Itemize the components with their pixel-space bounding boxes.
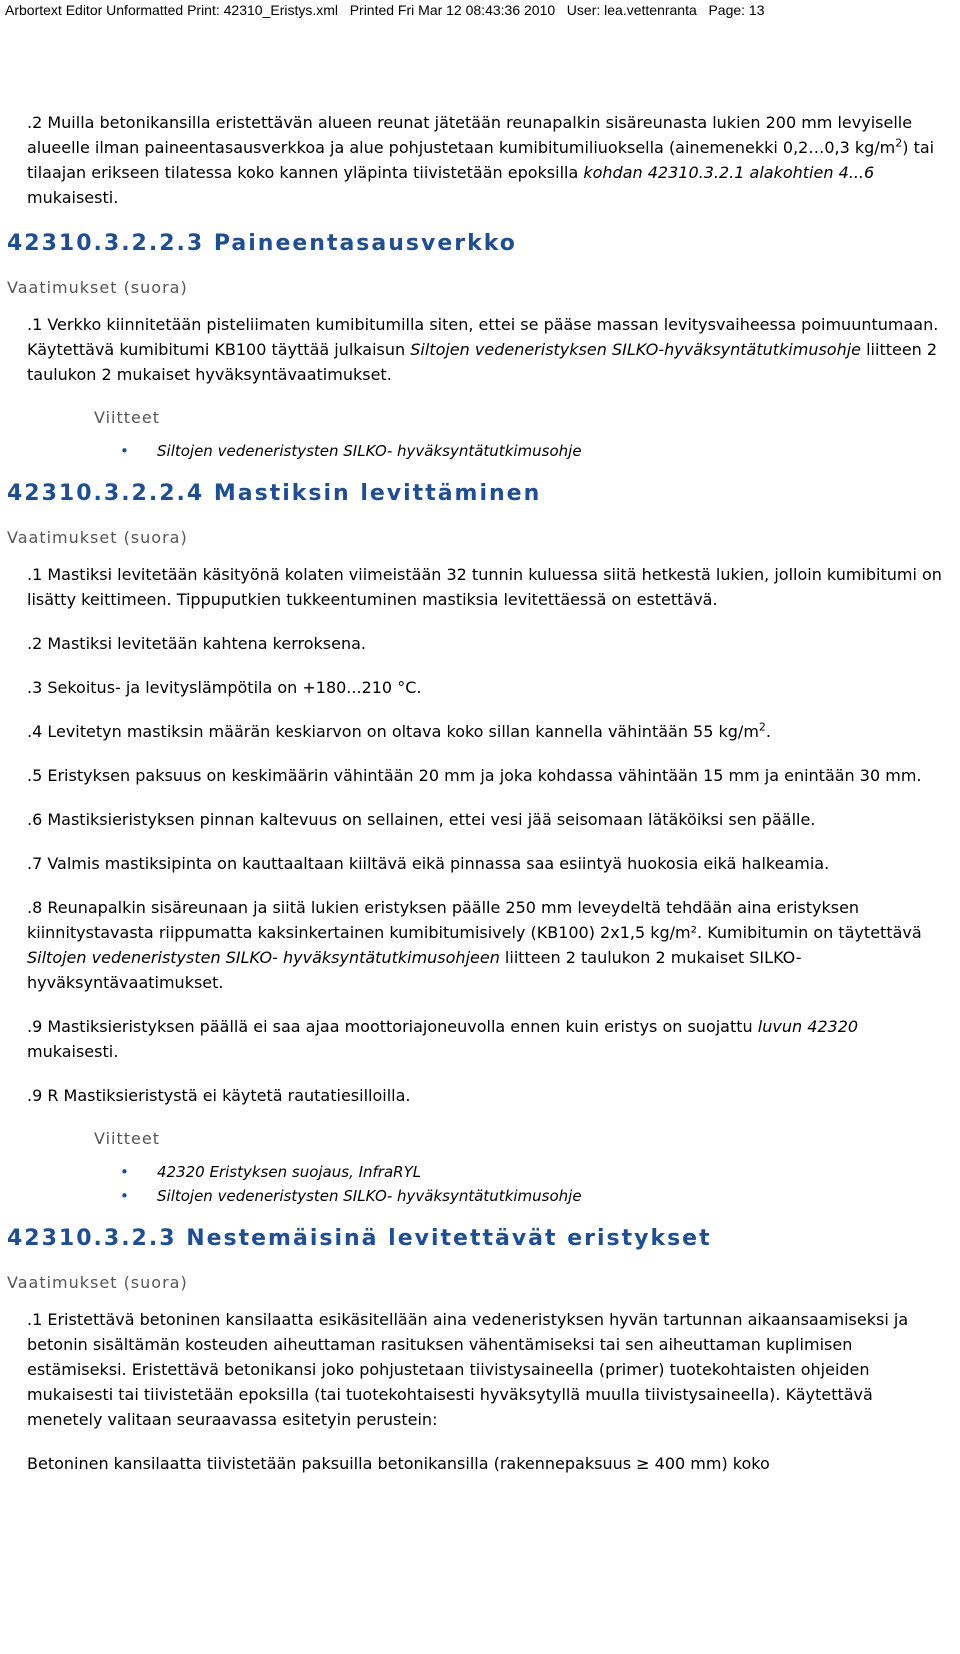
section-heading-mastiksin-levittaminen: 42310.3.2.2.4 Mastiksin levittäminen bbox=[7, 481, 542, 506]
references-list bbox=[157, 439, 952, 463]
print-header: Arbortext Editor Unformatted Print: 42310_Eristys.xml Printed Fri Mar 12 08:43:36 2010 User: lea.vettenranta Page: 13 bbox=[5, 2, 765, 18]
requirements-label: Vaatimukset (suora) bbox=[7, 1273, 188, 1292]
paragraph: .4 Levitetyn mastiksin määrän keskiarvon on oltava koko sillan kannella vähintään 55 $kg/m^2$. bbox=[27, 720, 771, 741]
paragraph: Betoninen kansilaatta tiivistetään paksuilla betonikansilla (rakennepaksuus ≥ 400 mm) koko bbox=[27, 1454, 770, 1473]
references-list bbox=[157, 1160, 952, 1208]
intro-paragraph-2: .2 Muilla betonikansilla eristettävän alueen reunat jätetään reunapalkin sisäreunasta lukien 200 mm levyiselle alueelle ilman paineentasausverkkoa ja alue pohjustetaan kumibitumiliuoksella (ainemenekki 0,2…0,3 $kg/m^2$) tai tilaajan erikseen tilatessa koko kannen yläpinta tiivistetään epoksilla kohdan 42310.3.2.1 alakohtien 4...6 mukaisesti. bbox=[27, 113, 935, 207]
paragraph: .7 Valmis mastiksipinta on kauttaaltaan kiiltävä eikä pinnassa saa esiintyä huokosia eikä halkeamia. bbox=[27, 854, 830, 873]
section-heading-nestemaisina-eristykset: 42310.3.2.3 Nestemäisinä levitettävät eristykset bbox=[7, 1226, 712, 1251]
paragraph: .3 Sekoitus- ja levityslämpötila on +180...210 °C. bbox=[27, 678, 422, 697]
reference-item[interactable]: • 42320 Eristyksen suojaus, InfraRYL bbox=[157, 1160, 952, 1184]
references-title: Viitteet bbox=[94, 408, 160, 427]
requirements-label: Vaatimukset (suora) bbox=[7, 528, 188, 547]
paragraph: .2 Mastiksi levitetään kahtena kerroksena. bbox=[27, 634, 366, 653]
references-title: Viitteet bbox=[94, 1129, 160, 1148]
paragraph: .9 R Mastiksieristystä ei käytetä rautatiesilloilla. bbox=[27, 1086, 411, 1105]
reference-item[interactable]: • Siltojen vedeneristysten SILKO- hyväksyntätutkimusohje bbox=[157, 1184, 952, 1208]
paragraph: .1 Verkko kiinnitetään pisteliimaten kumibitumilla siten, ettei se pääse massan levitysvaiheessa poimuuntumaan. Käytettävä kumibitumi KB100 täyttää julkaisun Siltojen vedeneristyksen SILKO-hyväksyntätutkimusohje liitteen 2 taulukon 2 mukaiset hyväksyntävaatimukset. bbox=[27, 315, 939, 384]
requirements-label: Vaatimukset (suora) bbox=[7, 278, 188, 297]
reference-item[interactable]: • Siltojen vedeneristysten SILKO- hyväksyntätutkimusohje bbox=[157, 439, 952, 463]
paragraph: .8 Reunapalkin sisäreunaan ja siitä lukien eristyksen päälle 250 mm leveydeltä tehdään aina eristyksen kiinnitystavasta riippumatta kaksinkertainen kumibitumisively (KB100) 2x1,5 kg/m². Kumibitumin on täytettävä Siltojen vedeneristysten SILKO- hyväksyntätutkimusohjeen liitteen 2 taulukon 2 mukaiset SILKO-hyväksyntävaatimukset. bbox=[27, 898, 922, 992]
paragraph: .9 Mastiksieristyksen päällä ei saa ajaa moottoriajoneuvolla ennen kuin eristys on suojattu luvun 42320 mukaisesti. bbox=[27, 1017, 859, 1061]
paragraph: .1 Mastiksi levitetään käsityönä kolaten viimeistään 32 tunnin kuluessa siitä hetkestä lukien, jolloin kumibitumi on lisätty keittimeen. Tippuputkien tukkeentuminen mastiksia levitettäessä on estettävä. bbox=[27, 565, 942, 609]
document-body bbox=[7, 110, 952, 1495]
paragraph: .1 Eristettävä betoninen kansilaatta esikäsitellään aina vedeneristyksen hyvän tartunnan aikaansaamiseksi ja betonin sisältämän kosteuden aiheuttaman rasituksen vähentämiseksi tai sen aiheuttaman kuplimisen estämiseksi. Eristettävä betonikansi joko pohjustetaan tiivistysaineella (primer) tuotekohtaisten ohjeiden mukaisesti tai tiivistetään epoksilla (tai tuotekohtaisesti hyväksytyllä muulla tiivistysaineella). Käytettävä menetely valitaan seuraavassa esitetyin perustein: bbox=[27, 1310, 909, 1429]
paragraph: .6 Mastiksieristyksen pinnan kaltevuus on sellainen, ettei vesi jää seisomaan lätäköiksi sen päälle. bbox=[27, 810, 816, 829]
paragraph: .5 Eristyksen paksuus on keskimäärin vähintään 20 mm ja joka kohdassa vähintään 15 mm ja enintään 30 mm. bbox=[27, 766, 922, 785]
section-heading-paineentasausverkko: 42310.3.2.2.3 Paineentasausverkko bbox=[7, 231, 517, 256]
